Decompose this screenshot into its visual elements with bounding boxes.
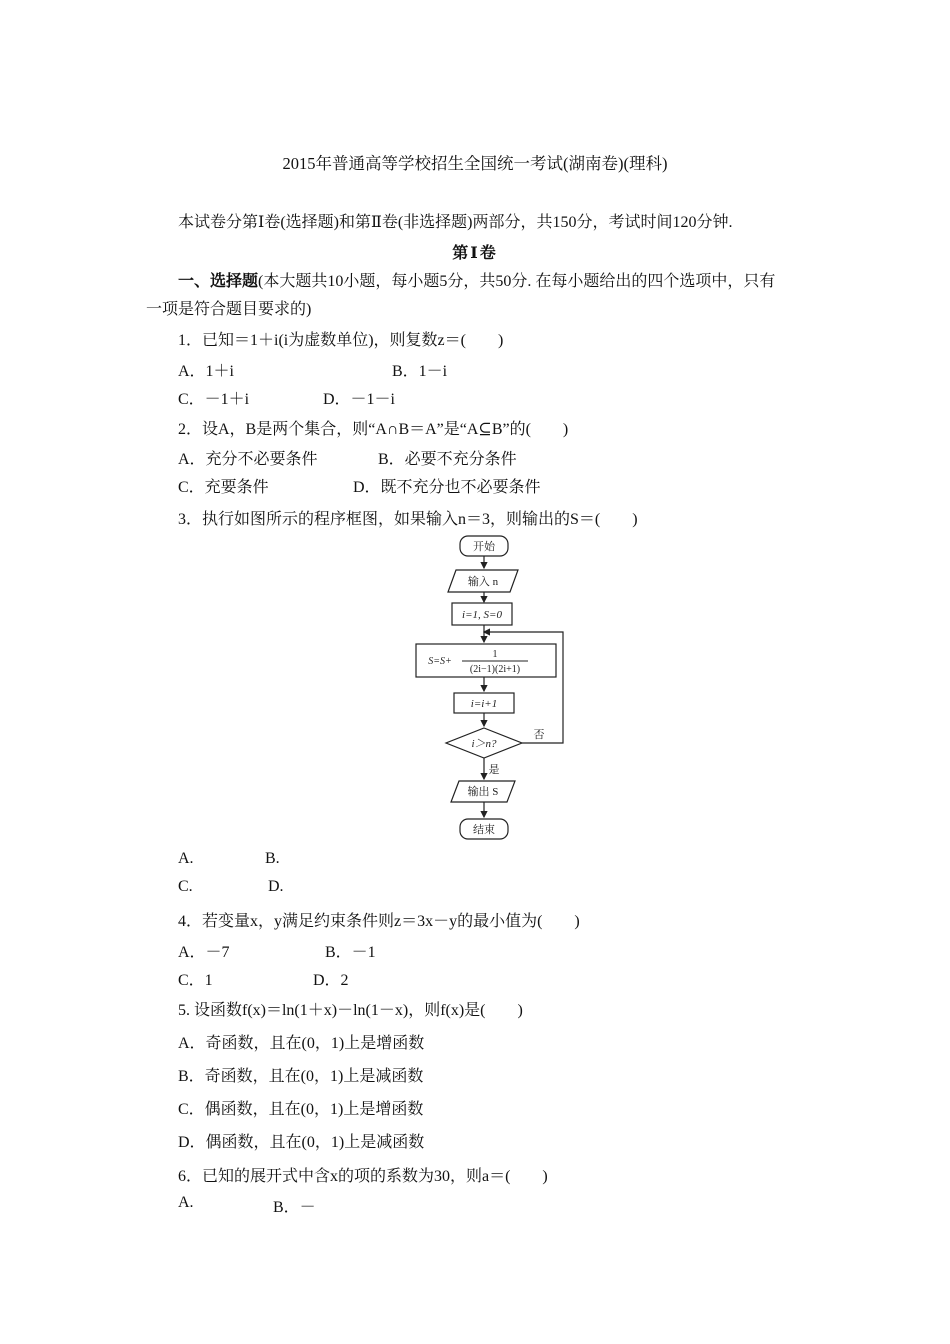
exam-intro: 本试卷分第Ⅰ卷(选择题)和第Ⅱ卷(非选择题)两部分，共150分，考试时间120分钟.: [178, 214, 733, 231]
q3-option-a: A.: [178, 850, 194, 867]
q1-option-c: C．－1＋i: [178, 391, 250, 408]
section-title: 一、选择题: [178, 273, 259, 290]
q5-option-d: D．偶函数，且在(0，1)上是减函数: [178, 1134, 425, 1151]
q6-option-a: A.: [178, 1194, 194, 1211]
q4-option-b: B．－1: [325, 944, 376, 961]
flow-init-label: i=1, S=0: [462, 609, 502, 621]
q3-option-d: D.: [268, 878, 284, 895]
flow-increment-label: i=i+1: [470, 698, 498, 710]
part-heading: 第Ⅰ卷: [452, 245, 498, 262]
q3-option-b: B.: [265, 850, 280, 867]
q2-stem: 2．设A，B是两个集合，则“A∩B＝A”是“A⊆B”的( ): [178, 421, 569, 438]
q2-option-a: A．充分不必要条件: [178, 451, 318, 468]
q1-stem: 1．已知＝1＋i(i为虚数单位)，则复数z＝( ): [178, 332, 504, 349]
flow-denominator: (2i−1)(2i+1): [469, 664, 521, 675]
flow-condition-label: i＞n?: [471, 738, 497, 750]
q5-option-c: C．偶函数，且在(0，1)上是增函数: [178, 1101, 424, 1118]
flow-update-prefix: S=S+: [428, 656, 452, 667]
flow-output-label: 输出 S: [467, 786, 499, 798]
q5-option-b: B．奇函数，且在(0，1)上是减函数: [178, 1068, 424, 1085]
q3-option-c: C.: [178, 878, 193, 895]
q2-option-c: C．充要条件: [178, 479, 269, 496]
q2-option-d: D．既不充分也不必要条件: [353, 479, 541, 496]
q5-stem: 5. 设函数f(x)＝ln(1＋x)－ln(1－x)，则f(x)是( ): [178, 1002, 523, 1019]
q4-option-c: C．1: [178, 972, 213, 989]
q1-option-b: B．1－i: [392, 363, 448, 380]
q2-option-b: B．必要不充分条件: [378, 451, 517, 468]
flow-end-label: 结束: [473, 824, 495, 836]
q6-stem: 6．已知的展开式中含x的项的系数为30，则a＝( ): [178, 1168, 548, 1185]
q4-stem: 4．若变量x，y满足约束条件则z＝3x－y的最小值为( ): [178, 913, 580, 930]
flow-numerator: 1: [492, 649, 498, 660]
section-desc-2: 一项是符合题目要求的): [146, 301, 312, 318]
q4-option-d: D．2: [313, 972, 349, 989]
q5-option-a: A．奇函数，且在(0，1)上是增函数: [178, 1035, 425, 1052]
q4-option-a: A．－7: [178, 944, 230, 961]
q6-option-b: B．－: [273, 1199, 316, 1216]
q1-option-a: A．1＋i: [178, 363, 235, 380]
q1-option-d: D．－1－i: [323, 391, 396, 408]
section-heading: [178, 268, 775, 291]
flow-no-label: 否: [533, 729, 545, 741]
flow-yes-label: 是: [488, 764, 500, 776]
flow-input-label: 输入 n: [467, 576, 499, 588]
program-flowchart: [410, 530, 580, 845]
page-title: 2015年普通高等学校招生全国统一考试(湖南卷)(理科): [282, 154, 668, 173]
section-desc-1: (本大题共10小题，每小题5分，共50分. 在每小题给出的四个选项中，只有: [258, 273, 776, 290]
flow-start-label: 开始: [473, 541, 495, 553]
q3-stem: 3．执行如图所示的程序框图，如果输入n＝3，则输出的S＝( ): [178, 511, 638, 528]
